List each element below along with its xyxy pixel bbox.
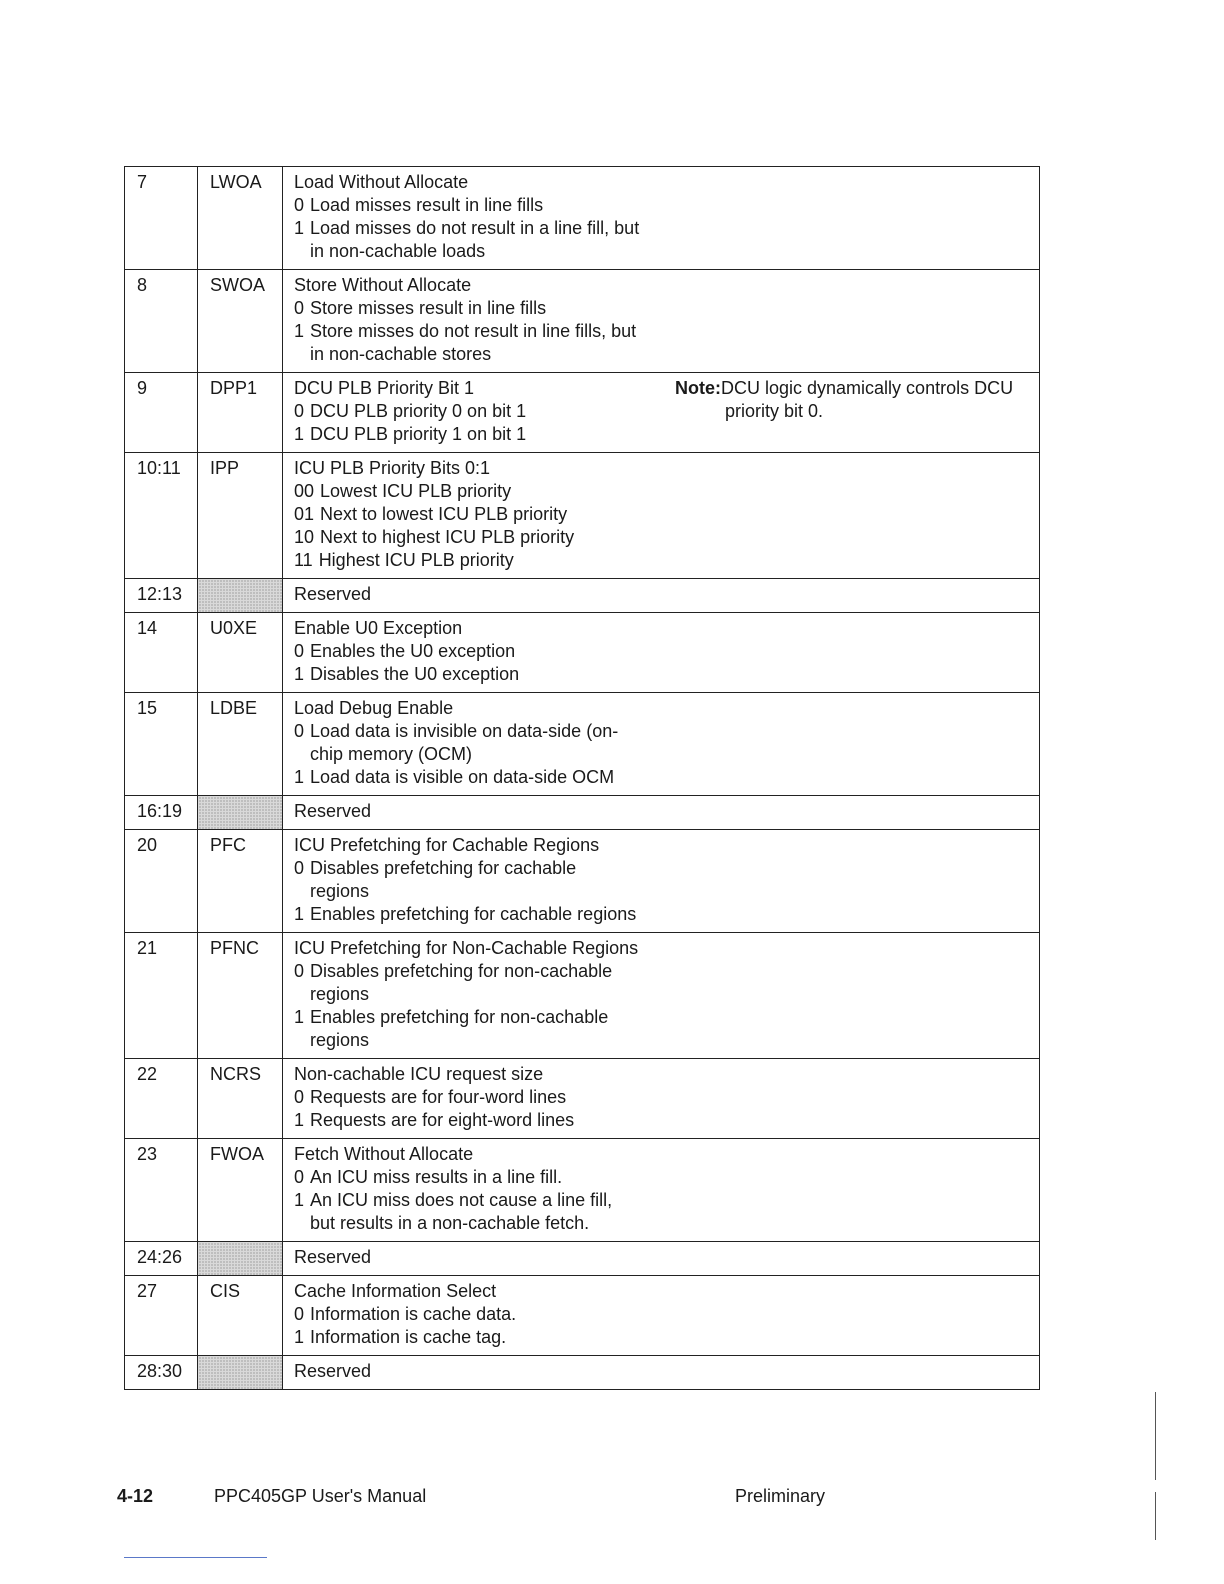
description-title: Store Without Allocate <box>294 275 472 295</box>
option-item <box>294 400 526 423</box>
option-text <box>310 766 614 789</box>
option-code: 10 <box>294 527 315 547</box>
description-cell <box>283 373 1040 453</box>
option-text-line: Load misses do not result in a line fill, but <box>310 218 640 238</box>
description-content <box>294 457 1039 572</box>
description-main <box>294 1143 612 1235</box>
manual-title: PPC405GP User's Manual <box>214 1486 427 1506</box>
option-code: 0 <box>294 721 305 741</box>
description-title: Enable U0 Exception <box>294 618 463 638</box>
description-title: ICU Prefetching for Non-Cachable Regions <box>294 938 639 958</box>
description-main <box>294 1063 574 1132</box>
option-code: 0 <box>294 401 305 421</box>
description-main <box>294 1246 371 1269</box>
description-content <box>294 937 1039 1052</box>
description-cell <box>283 933 1040 1059</box>
option-code: 1 <box>294 904 305 924</box>
option-text <box>320 503 567 526</box>
option-item <box>294 320 636 366</box>
option-text <box>310 1166 562 1189</box>
bit-range-cell: 16:19 <box>125 796 198 830</box>
option-item <box>294 297 636 320</box>
option-code: 01 <box>294 504 315 524</box>
description-cell <box>283 453 1040 579</box>
description-content <box>294 1143 1039 1235</box>
description-content <box>294 1360 1039 1383</box>
bit-range-cell: 12:13 <box>125 579 198 613</box>
description-cell <box>283 796 1040 830</box>
description-content <box>294 1063 1039 1132</box>
option-item <box>294 1166 612 1189</box>
option-text <box>310 320 636 366</box>
option-text-line: Enables prefetching for cachable regions <box>310 904 637 924</box>
reserved-field-cell <box>198 579 283 613</box>
option-text-line: Load data is visible on data-side OCM <box>310 767 615 787</box>
bit-range-cell: 10:11 <box>125 453 198 579</box>
table-row <box>125 693 1040 796</box>
description-main <box>294 1360 371 1383</box>
option-text <box>310 297 546 320</box>
description-title: ICU Prefetching for Cachable Regions <box>294 835 600 855</box>
field-name-cell: CIS <box>198 1276 283 1356</box>
description-cell <box>283 693 1040 796</box>
note-label: Note: <box>675 378 721 398</box>
description-content <box>294 171 1039 263</box>
table-row <box>125 270 1040 373</box>
option-text <box>310 640 515 663</box>
field-name-cell: FWOA <box>198 1139 283 1242</box>
option-item <box>294 526 574 549</box>
description-main <box>294 617 519 686</box>
field-name-cell: PFC <box>198 830 283 933</box>
description-cell <box>283 1059 1040 1139</box>
option-text-line: Next to lowest ICU PLB priority <box>320 504 568 524</box>
option-text <box>310 1189 612 1235</box>
option-code: 00 <box>294 481 315 501</box>
option-item <box>294 1189 612 1235</box>
option-text <box>310 1086 566 1109</box>
option-text-line: Requests are for four-word lines <box>310 1087 567 1107</box>
option-text-line: An ICU miss does not cause a line fill, <box>310 1190 613 1210</box>
table-row <box>125 830 1040 933</box>
description-main <box>294 377 526 446</box>
option-code: 1 <box>294 424 305 444</box>
option-text-line: Requests are for eight-word lines <box>310 1110 575 1130</box>
option-text <box>310 194 543 217</box>
table-row <box>125 453 1040 579</box>
option-code: 11 <box>294 550 313 570</box>
option-code: 1 <box>294 1190 305 1210</box>
bit-range-cell: 7 <box>125 167 198 270</box>
option-text-line: Highest ICU PLB priority <box>318 550 514 570</box>
reserved-field-cell <box>198 796 283 830</box>
option-text <box>310 400 526 423</box>
description-title: Cache Information Select <box>294 1281 497 1301</box>
field-name-cell: IPP <box>198 453 283 579</box>
option-code: 0 <box>294 961 305 981</box>
description-cell <box>283 167 1040 270</box>
option-text <box>320 526 574 549</box>
field-name-cell: LDBE <box>198 693 283 796</box>
description-main <box>294 834 636 926</box>
option-text <box>310 1109 574 1132</box>
table-row <box>125 579 1040 613</box>
note-line: priority bit 0. <box>725 401 824 421</box>
description-cell <box>283 270 1040 373</box>
description-content <box>294 1246 1039 1269</box>
option-item <box>294 217 639 263</box>
option-item <box>294 903 636 926</box>
table-row <box>125 373 1040 453</box>
option-code: 1 <box>294 1327 305 1347</box>
option-item <box>294 640 519 663</box>
register-field-table-body <box>125 167 1040 1390</box>
option-item <box>294 1086 574 1109</box>
table-row <box>125 1356 1040 1390</box>
option-text-line: Disables the U0 exception <box>310 664 520 684</box>
option-text <box>310 217 639 263</box>
option-text <box>310 720 618 766</box>
description-title: Non-cachable ICU request size <box>294 1064 544 1084</box>
option-code: 0 <box>294 1304 305 1324</box>
scan-margin-line <box>1155 1392 1156 1480</box>
description-title: DCU PLB Priority Bit 1 <box>294 378 475 398</box>
option-text <box>310 1326 506 1349</box>
field-name-cell: LWOA <box>198 167 283 270</box>
reserved-field-cell <box>198 1356 283 1390</box>
option-text-line: Store misses do not result in line fills, but <box>310 321 637 341</box>
option-item <box>294 1109 574 1132</box>
bit-range-cell: 14 <box>125 613 198 693</box>
option-code: 0 <box>294 641 305 661</box>
table-row <box>125 1139 1040 1242</box>
option-text-line: in non-cachable stores <box>310 344 492 364</box>
option-item <box>294 1006 638 1052</box>
bit-range-cell: 24:26 <box>125 1242 198 1276</box>
option-text-line: regions <box>310 1030 370 1050</box>
field-name-cell: PFNC <box>198 933 283 1059</box>
bit-range-cell: 21 <box>125 933 198 1059</box>
bit-range-cell: 20 <box>125 830 198 933</box>
option-text-line: chip memory (OCM) <box>310 744 473 764</box>
option-text-line: regions <box>310 984 370 1004</box>
option-item <box>294 503 574 526</box>
option-item <box>294 194 639 217</box>
description-title: Fetch Without Allocate <box>294 1144 474 1164</box>
description-cell <box>283 1356 1040 1390</box>
note-text <box>675 377 1025 446</box>
option-text-line: DCU PLB priority 1 on bit 1 <box>310 424 527 444</box>
field-name-cell: NCRS <box>198 1059 283 1139</box>
option-text-line: Disables prefetching for non-cachable <box>310 961 613 981</box>
option-code: 0 <box>294 195 305 215</box>
option-text-line: Information is cache data. <box>310 1304 517 1324</box>
option-item <box>294 720 618 766</box>
option-code: 0 <box>294 1087 305 1107</box>
option-text <box>310 960 612 1006</box>
description-title: Reserved <box>294 584 372 604</box>
table-row <box>125 167 1040 270</box>
description-title: ICU PLB Priority Bits 0:1 <box>294 458 491 478</box>
option-code: 0 <box>294 1167 305 1187</box>
option-text-line: An ICU miss results in a line fill. <box>310 1167 563 1187</box>
option-text-line: Store misses result in line fills <box>310 298 547 318</box>
bit-range-cell: 22 <box>125 1059 198 1139</box>
option-item <box>294 549 574 572</box>
option-text <box>310 1303 516 1326</box>
option-text-line: Information is cache tag. <box>310 1327 507 1347</box>
option-item <box>294 1303 516 1326</box>
description-title: Load Without Allocate <box>294 172 469 192</box>
option-text-line: Next to highest ICU PLB priority <box>320 527 575 547</box>
option-code: 0 <box>294 858 305 878</box>
option-text-line: regions <box>310 881 370 901</box>
option-text-line: Disables prefetching for cachable <box>310 858 577 878</box>
note-line: DCU logic dynamically controls DCU <box>721 378 1014 398</box>
option-text <box>310 857 576 903</box>
description-title: Reserved <box>294 1361 372 1381</box>
page-number: 4-12 <box>117 1486 154 1506</box>
register-field-table <box>124 166 1040 1390</box>
option-text-line: in non-cachable loads <box>310 241 486 261</box>
table-row <box>125 796 1040 830</box>
bit-range-cell: 27 <box>125 1276 198 1356</box>
option-code: 0 <box>294 298 305 318</box>
description-cell <box>283 579 1040 613</box>
option-code: 1 <box>294 1110 305 1130</box>
table-row <box>125 613 1040 693</box>
option-text-line: Lowest ICU PLB priority <box>320 481 512 501</box>
field-name-cell: SWOA <box>198 270 283 373</box>
field-name-cell: U0XE <box>198 613 283 693</box>
option-code: 1 <box>294 321 305 341</box>
document-status: Preliminary <box>735 1486 826 1506</box>
option-text <box>310 903 636 926</box>
bit-range-cell: 15 <box>125 693 198 796</box>
description-content <box>294 377 1039 446</box>
field-name-cell: DPP1 <box>198 373 283 453</box>
description-cell <box>283 830 1040 933</box>
option-text-line: DCU PLB priority 0 on bit 1 <box>310 401 527 421</box>
description-main <box>294 800 371 823</box>
description-title: Reserved <box>294 801 372 821</box>
option-item <box>294 480 574 503</box>
option-text <box>310 663 519 686</box>
table-row <box>125 933 1040 1059</box>
option-text <box>319 549 514 572</box>
option-item <box>294 663 519 686</box>
description-content <box>294 617 1039 686</box>
scan-underline <box>124 1557 267 1558</box>
option-text-line: Enables the U0 exception <box>310 641 516 661</box>
description-title: Load Debug Enable <box>294 698 454 718</box>
description-content <box>294 697 1039 789</box>
option-code: 1 <box>294 664 305 684</box>
description-main <box>294 171 639 263</box>
description-cell <box>283 1276 1040 1356</box>
description-main <box>294 697 618 789</box>
description-main <box>294 1280 516 1349</box>
description-content <box>294 274 1039 366</box>
reserved-field-cell <box>198 1242 283 1276</box>
option-text-line: Load data is invisible on data-side (on- <box>310 721 619 741</box>
table-row <box>125 1059 1040 1139</box>
option-code: 1 <box>294 1007 305 1027</box>
description-cell <box>283 1242 1040 1276</box>
description-main <box>294 457 574 572</box>
description-main <box>294 583 371 606</box>
option-code: 1 <box>294 767 305 787</box>
option-text-line: but results in a non-cachable fetch. <box>310 1213 590 1233</box>
option-text <box>310 423 526 446</box>
bit-range-cell: 9 <box>125 373 198 453</box>
description-content <box>294 583 1039 606</box>
option-text <box>310 1006 608 1052</box>
option-item <box>294 1326 516 1349</box>
option-item <box>294 960 638 1006</box>
description-title: Reserved <box>294 1247 372 1267</box>
description-content <box>294 1280 1039 1349</box>
option-text <box>320 480 511 503</box>
bit-range-cell: 8 <box>125 270 198 373</box>
scan-margin-line <box>1155 1492 1156 1540</box>
description-main <box>294 274 636 366</box>
table-row <box>125 1242 1040 1276</box>
option-text-line: Enables prefetching for non-cachable <box>310 1007 609 1027</box>
option-text-line: Load misses result in line fills <box>310 195 544 215</box>
description-content <box>294 834 1039 926</box>
option-item <box>294 423 526 446</box>
bit-range-cell: 23 <box>125 1139 198 1242</box>
description-content <box>294 800 1039 823</box>
option-item <box>294 857 636 903</box>
option-code: 1 <box>294 218 305 238</box>
option-item <box>294 766 618 789</box>
table-row <box>125 1276 1040 1356</box>
description-cell <box>283 1139 1040 1242</box>
description-main <box>294 937 638 1052</box>
description-cell <box>283 613 1040 693</box>
bit-range-cell: 28:30 <box>125 1356 198 1390</box>
